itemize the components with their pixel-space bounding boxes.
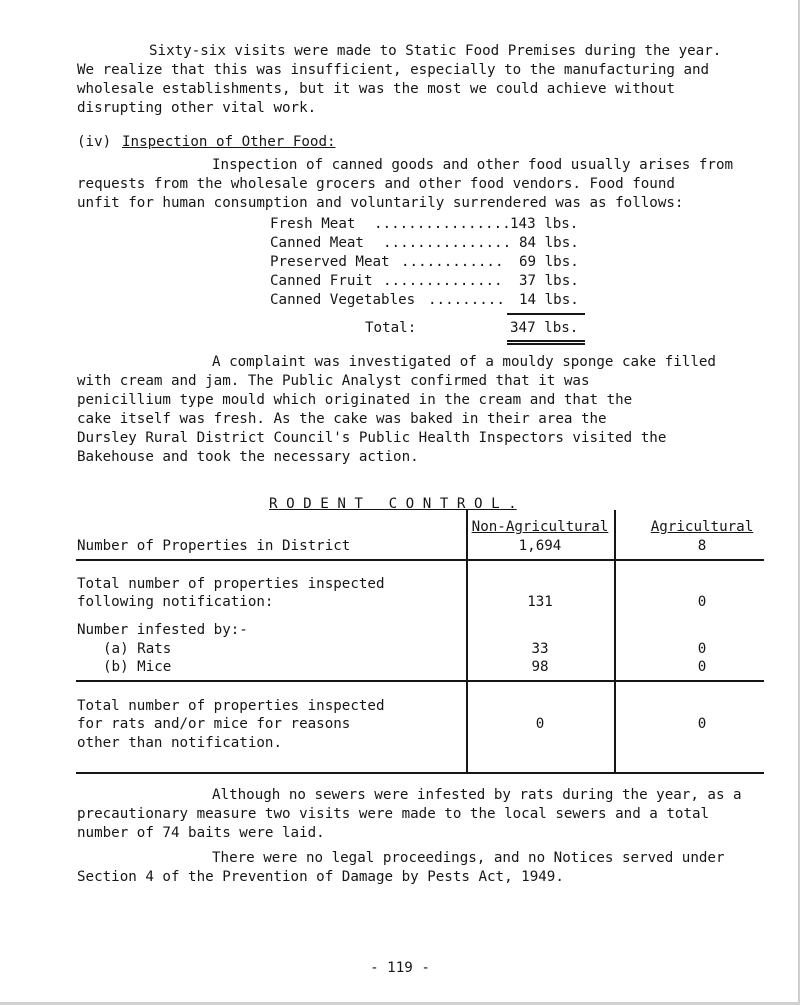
inspection-line: Inspection of canned goods and other food usually arises from xyxy=(212,157,734,173)
other-label-line2: for rats and/or mice for reasons xyxy=(77,716,351,732)
inspected-agricultural: 0 xyxy=(697,594,707,610)
properties-agricultural: 8 xyxy=(697,538,707,554)
complaint-line: cake itself was fresh. As the cake was baked in their area the xyxy=(77,411,607,427)
complaint-line: Bakehouse and took the necessary action. xyxy=(77,449,419,465)
sewers-line: Although no sewers were infested by rats during the year, as a xyxy=(212,787,742,803)
total-value: 347 lbs. xyxy=(510,320,579,336)
sewers-line: precautionary measure two visits were made to the local sewers and a total xyxy=(77,806,710,822)
inspected-label-line2: following notification: xyxy=(77,594,274,610)
other-label-line1: Total number of properties inspected xyxy=(77,698,385,714)
food-item-value: 69 lbs. xyxy=(519,254,579,270)
page-number: - 119 - xyxy=(370,960,430,976)
rats-agricultural: 0 xyxy=(697,641,707,657)
total-rule-lower xyxy=(507,343,585,345)
mice-agricultural: 0 xyxy=(697,659,707,675)
food-item-label: Canned Vegetables xyxy=(270,292,416,308)
complaint-line: A complaint was investigated of a mouldy sponge cake filled xyxy=(212,354,716,370)
food-item-value: 37 lbs. xyxy=(519,273,579,289)
food-item-dots: ......... xyxy=(428,292,505,308)
food-item-dots: ............... xyxy=(383,235,512,251)
food-item-label: Fresh Meat xyxy=(270,216,356,232)
inspected-label-line1: Total number of properties inspected xyxy=(77,576,385,592)
sewers-line: number of 74 baits were laid. xyxy=(77,825,325,841)
other-label-line3: other than notification. xyxy=(77,735,282,751)
mice-non-agricultural: 98 xyxy=(531,659,549,675)
rats-label: (a) Rats xyxy=(103,641,172,657)
section-heading: Inspection of Other Food: xyxy=(122,134,336,150)
legal-line: There were no legal proceedings, and no Notices served under xyxy=(212,850,725,866)
rodent-heading: R O D E N T C O N T R O L . xyxy=(269,496,517,512)
table-rule-top xyxy=(76,559,764,561)
table-rule-bottom xyxy=(76,772,764,774)
inspected-non-agricultural: 131 xyxy=(527,594,553,610)
other-non-agricultural: 0 xyxy=(535,716,545,732)
rats-non-agricultural: 33 xyxy=(531,641,549,657)
total-label: Total: xyxy=(365,320,417,336)
legal-line: Section 4 of the Prevention of Damage by Pests Act, 1949. xyxy=(77,869,564,885)
food-item-label: Canned Meat xyxy=(270,235,364,251)
section-number: (iv) xyxy=(77,134,112,150)
food-item-dots: ................ xyxy=(374,216,511,232)
intro-line: We realize that this was insufficient, especially to the manufacturing and xyxy=(77,62,710,78)
complaint-line: penicillium type mould which originated in the cream and that the xyxy=(77,392,633,408)
food-item-value: 143 lbs. xyxy=(510,216,579,232)
properties-label: Number of Properties in District xyxy=(77,538,351,554)
complaint-line: Dursley Rural District Council's Public Health Inspectors visited the xyxy=(77,430,667,446)
intro-line: disrupting other vital work. xyxy=(77,100,317,116)
food-item-dots: ............ xyxy=(401,254,504,270)
col-header-agricultural: Agricultural xyxy=(650,519,754,535)
subtotal-rule xyxy=(507,313,585,315)
mice-label: (b) Mice xyxy=(103,659,172,675)
table-rule-middle xyxy=(76,680,764,682)
food-item-label: Canned Fruit xyxy=(270,273,373,289)
infested-label: Number infested by:- xyxy=(77,622,248,638)
food-item-dots: .............. xyxy=(383,273,503,289)
intro-line: Sixty-six visits were made to Static Food Premises during the year. xyxy=(149,43,722,59)
col-header-non-agricultural: Non-Agricultural xyxy=(471,519,609,535)
food-item-value: 84 lbs. xyxy=(519,235,579,251)
complaint-line: with cream and jam. The Public Analyst confirmed that it was xyxy=(77,373,590,389)
food-item-label: Preserved Meat xyxy=(270,254,390,270)
inspection-line: requests from the wholesale grocers and other food vendors. Food found xyxy=(77,176,675,192)
total-rule-upper xyxy=(507,340,585,342)
inspection-line: unfit for human consumption and voluntarily surrendered was as follows: xyxy=(77,195,684,211)
food-item-value: 14 lbs. xyxy=(519,292,579,308)
other-agricultural: 0 xyxy=(697,716,707,732)
properties-non-agricultural: 1,694 xyxy=(518,538,562,554)
intro-line: wholesale establishments, but it was the most we could achieve without xyxy=(77,81,675,97)
